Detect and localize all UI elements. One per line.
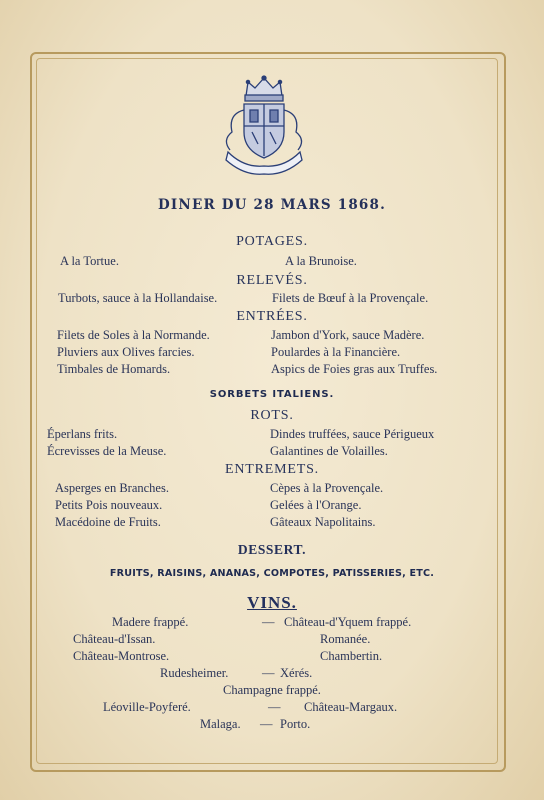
entree-left-3: Timbales de Homards. bbox=[57, 362, 171, 376]
entree-left-1: Filets de Soles à la Normande. bbox=[57, 328, 210, 342]
rot-left-1: Éperlans frits. bbox=[47, 427, 118, 441]
wine-champagne: Champagne frappé. bbox=[223, 683, 321, 697]
wine-dash-3: — bbox=[268, 700, 281, 714]
vins-heading: VINS. bbox=[247, 593, 297, 612]
entree-right-3: Aspics de Foies gras aux Truffes. bbox=[271, 362, 438, 376]
potages-heading: POTAGES. bbox=[236, 234, 308, 249]
wine-madere: Madere frappé. bbox=[112, 615, 189, 629]
wine-dash-4: — bbox=[260, 717, 273, 731]
coat-of-arms-crest bbox=[214, 74, 314, 178]
wine-margaux: Château-Margaux. bbox=[304, 700, 398, 714]
entremet-right-1: Cèpes à la Provençale. bbox=[270, 481, 384, 495]
rot-left-2: Écrevisses de la Meuse. bbox=[47, 444, 167, 458]
wine-malaga: Malaga. bbox=[200, 717, 241, 731]
dessert-items: FRUITS, RAISINS, ANANAS, COMPOTES, PATISSERIES, ETC. bbox=[109, 568, 435, 579]
entremet-left-2: Petits Pois nouveaux. bbox=[55, 498, 163, 512]
entree-right-1: Jambon d'York, sauce Madère. bbox=[271, 328, 425, 342]
releve-right: Filets de Bœuf à la Provençale. bbox=[272, 291, 429, 305]
dessert-heading: DESSERT. bbox=[237, 542, 307, 557]
rot-right-1: Dindes truffées, sauce Périgueux bbox=[270, 427, 435, 441]
entree-left-2: Pluviers aux Olives farcies. bbox=[57, 345, 195, 359]
potage-right: A la Brunoise. bbox=[285, 254, 357, 268]
entrees-heading: ENTRÉES. bbox=[236, 309, 308, 324]
wine-montrose: Château-Montrose. bbox=[73, 649, 170, 663]
releve-left: Turbots, sauce à la Hollandaise. bbox=[58, 291, 218, 305]
entremet-left-1: Asperges en Branches. bbox=[55, 481, 169, 495]
entremet-right-2: Gelées à l'Orange. bbox=[270, 498, 362, 512]
wine-issan: Château-d'Issan. bbox=[73, 632, 156, 646]
wine-rudesheimer: Rudesheimer. bbox=[160, 666, 229, 680]
potage-left: A la Tortue. bbox=[60, 254, 119, 268]
wine-chambertin: Chambertin. bbox=[320, 649, 383, 663]
wine-dash-1: — bbox=[262, 615, 275, 629]
entree-right-2: Poulardes à la Financière. bbox=[271, 345, 401, 359]
wine-romanee: Romanée. bbox=[320, 632, 371, 646]
entremets-heading: ENTREMETS. bbox=[225, 462, 319, 477]
wine-yquem: Château-d'Yquem frappé. bbox=[284, 615, 412, 629]
dinner-title: DINER DU 28 MARS 1868. bbox=[158, 197, 386, 213]
entremet-left-3: Macédoine de Fruits. bbox=[55, 515, 161, 529]
rots-heading: ROTS. bbox=[250, 408, 294, 423]
entremet-right-3: Gâteaux Napolitains. bbox=[270, 515, 376, 529]
wine-xeres: Xérés. bbox=[280, 666, 313, 680]
wine-dash-2: — bbox=[262, 666, 275, 680]
wine-porto: Porto. bbox=[280, 717, 311, 731]
sorbets-heading: SORBETS ITALIENS. bbox=[209, 389, 335, 400]
releves-heading: RELEVÉS. bbox=[236, 273, 308, 288]
wine-leoville: Léoville-Poyferé. bbox=[103, 700, 191, 714]
rot-right-2: Galantines de Volailles. bbox=[270, 444, 388, 458]
